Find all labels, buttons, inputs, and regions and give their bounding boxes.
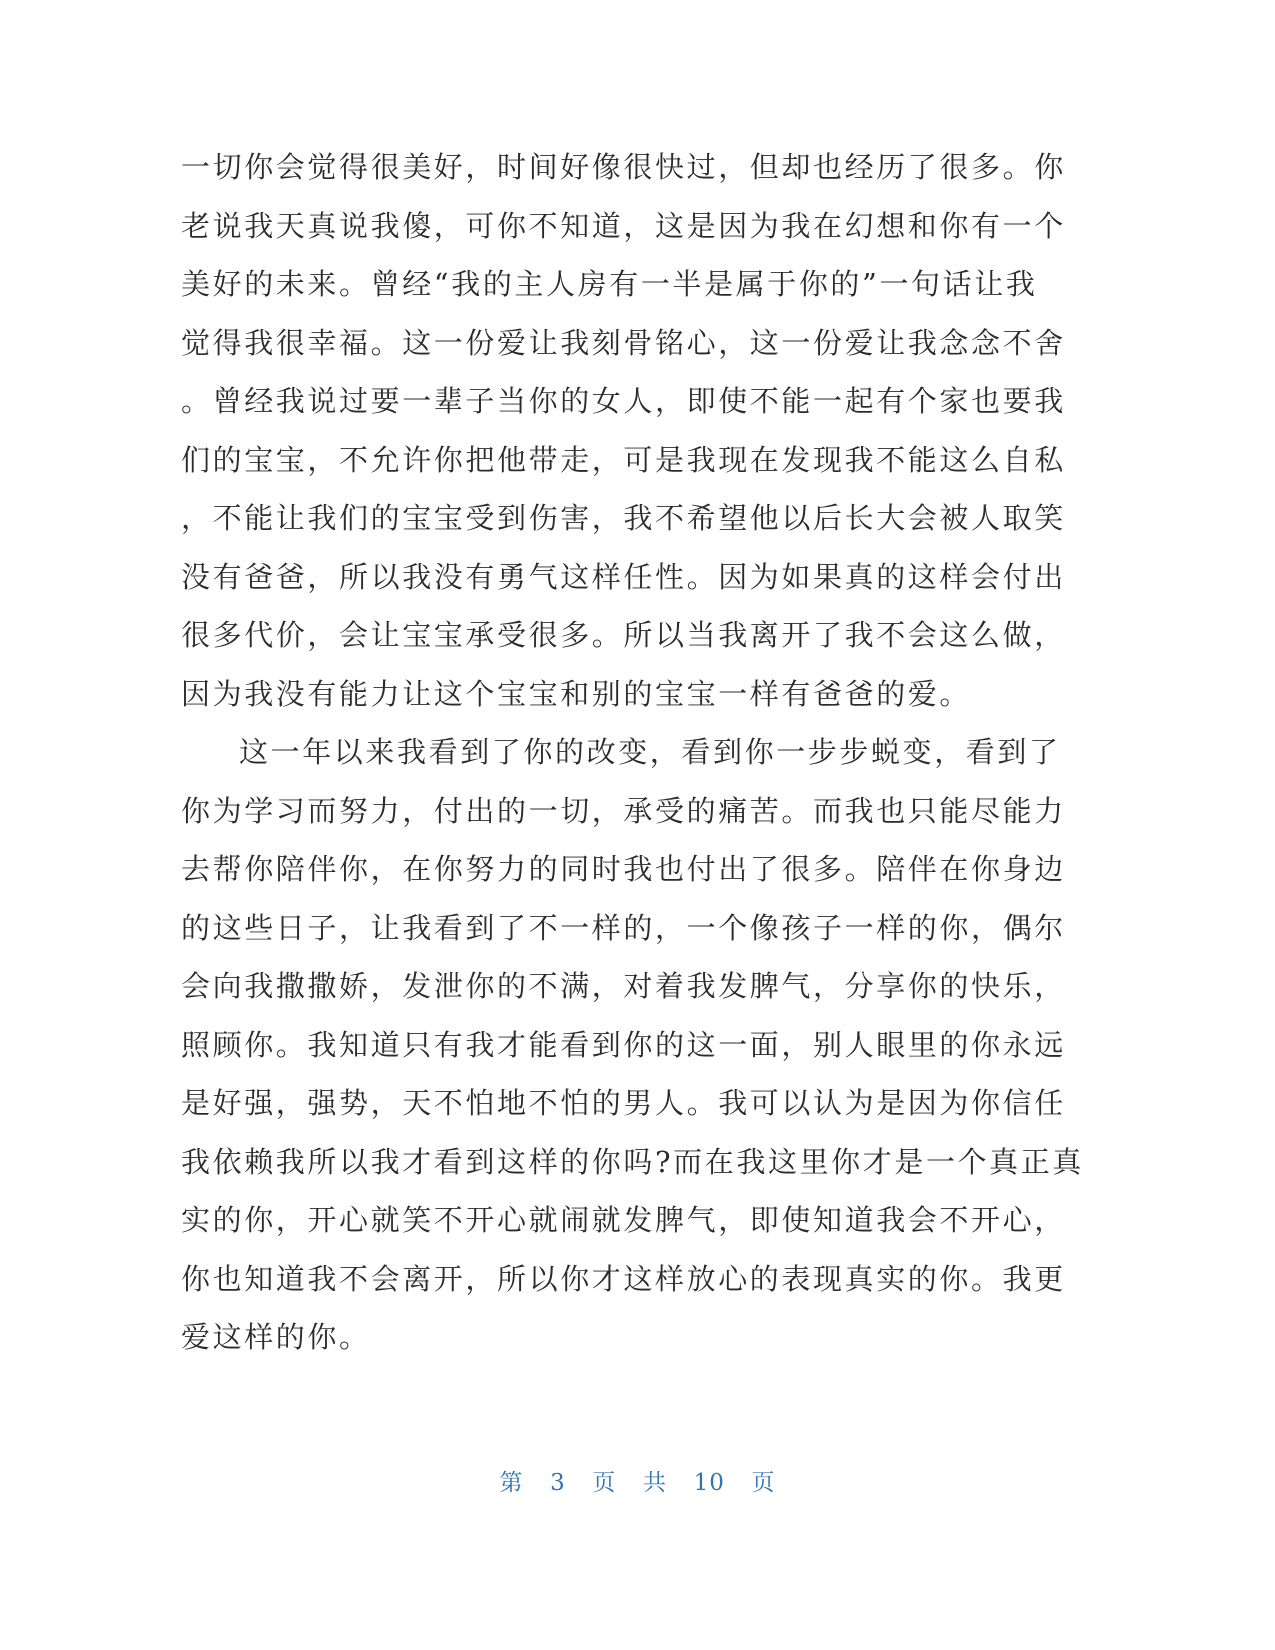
document-body (181, 138, 1084, 1367)
paragraph-1-line: 美好的未来。曾经“我的主人房有一半是属于你的”一句话让我 (181, 267, 1038, 301)
paragraph-2-line: 去帮你陪伴你，在你努力的同时我也付出了很多。陪伴在你身边 (181, 852, 1066, 886)
paragraph-1-line: 老说我天真说我傻，可你不知道，这是因为我在幻想和你有一个 (181, 208, 1066, 243)
paragraph-1-line: 们的宝宝，不允许你把他带走，可是我现在发现我不能这么自私 (181, 442, 1066, 477)
paragraph-2-line: 会向我撒撒娇，发泄你的不满，对着我发脾气，分享你的快乐， (181, 969, 1066, 1003)
paragraph-1-line: 因为我没有能力让这个宝宝和别的宝宝一样有爸爸的爱。 (181, 676, 972, 711)
paragraph-2-line: 你也知道我不会离开，所以你才这样放心的表现真实的你。我更 (181, 1261, 1066, 1296)
paragraph-2-line: 实的你，开心就笑不开心就闹就发脾气，即使知道我会不开心， (181, 1203, 1066, 1237)
paragraph-1-line: 一切你会觉得很美好，时间好像很快过，但却也经历了很多。你 (181, 150, 1066, 184)
paragraph-2-first-line: 这一年以来我看到了你的改变，看到你一步步蜕变，看到了 (239, 735, 1061, 769)
paragraph-1-line: ，不能让我们的宝宝受到伤害，我不希望他以后长大会被人取笑 (181, 501, 1066, 535)
paragraph-1-line: 。曾经我说过要一辈子当你的女人，即使不能一起有个家也要我 (181, 384, 1066, 418)
footer-current-page: 3 (550, 1470, 566, 1496)
footer-total-label: 页 (751, 1470, 776, 1496)
paragraph-2-line: 我依赖我所以我才看到这样的你吗?而在我这里你才是一个真正真 (181, 1144, 1084, 1179)
paragraph-1-line: 觉得我很幸福。这一份爱让我刻骨铭心，这一份爱让我念念不舍 (181, 325, 1066, 360)
footer-page-label: 页 (592, 1470, 617, 1496)
paragraph-1-line: 没有爸爸，所以我没有勇气这样任性。因为如果真的这样会付出 (181, 559, 1066, 594)
paragraph-2-line: 照顾你。我知道只有我才能看到你的这一面，别人眼里的你永远 (181, 1027, 1066, 1062)
paragraph-2-line: 你为学习而努力，付出的一切，承受的痛苦。而我也只能尽能力 (181, 793, 1066, 828)
footer-total-prefix: 共 (642, 1470, 667, 1496)
footer-total-pages: 10 (693, 1470, 725, 1496)
page-footer (0, 1464, 1275, 1497)
paragraph-2-line: 是好强，强势，天不怕地不怕的男人。我可以认为是因为你信任 (181, 1086, 1066, 1120)
paragraph-1-line: 很多代价，会让宝宝承受很多。所以当我离开了我不会这么做， (181, 618, 1066, 652)
paragraph-2-line: 爱这样的你。 (181, 1320, 371, 1354)
paragraph-2-line: 的这些日子，让我看到了不一样的，一个像孩子一样的你，偶尔 (181, 910, 1066, 945)
footer-prefix: 第 (499, 1470, 524, 1496)
